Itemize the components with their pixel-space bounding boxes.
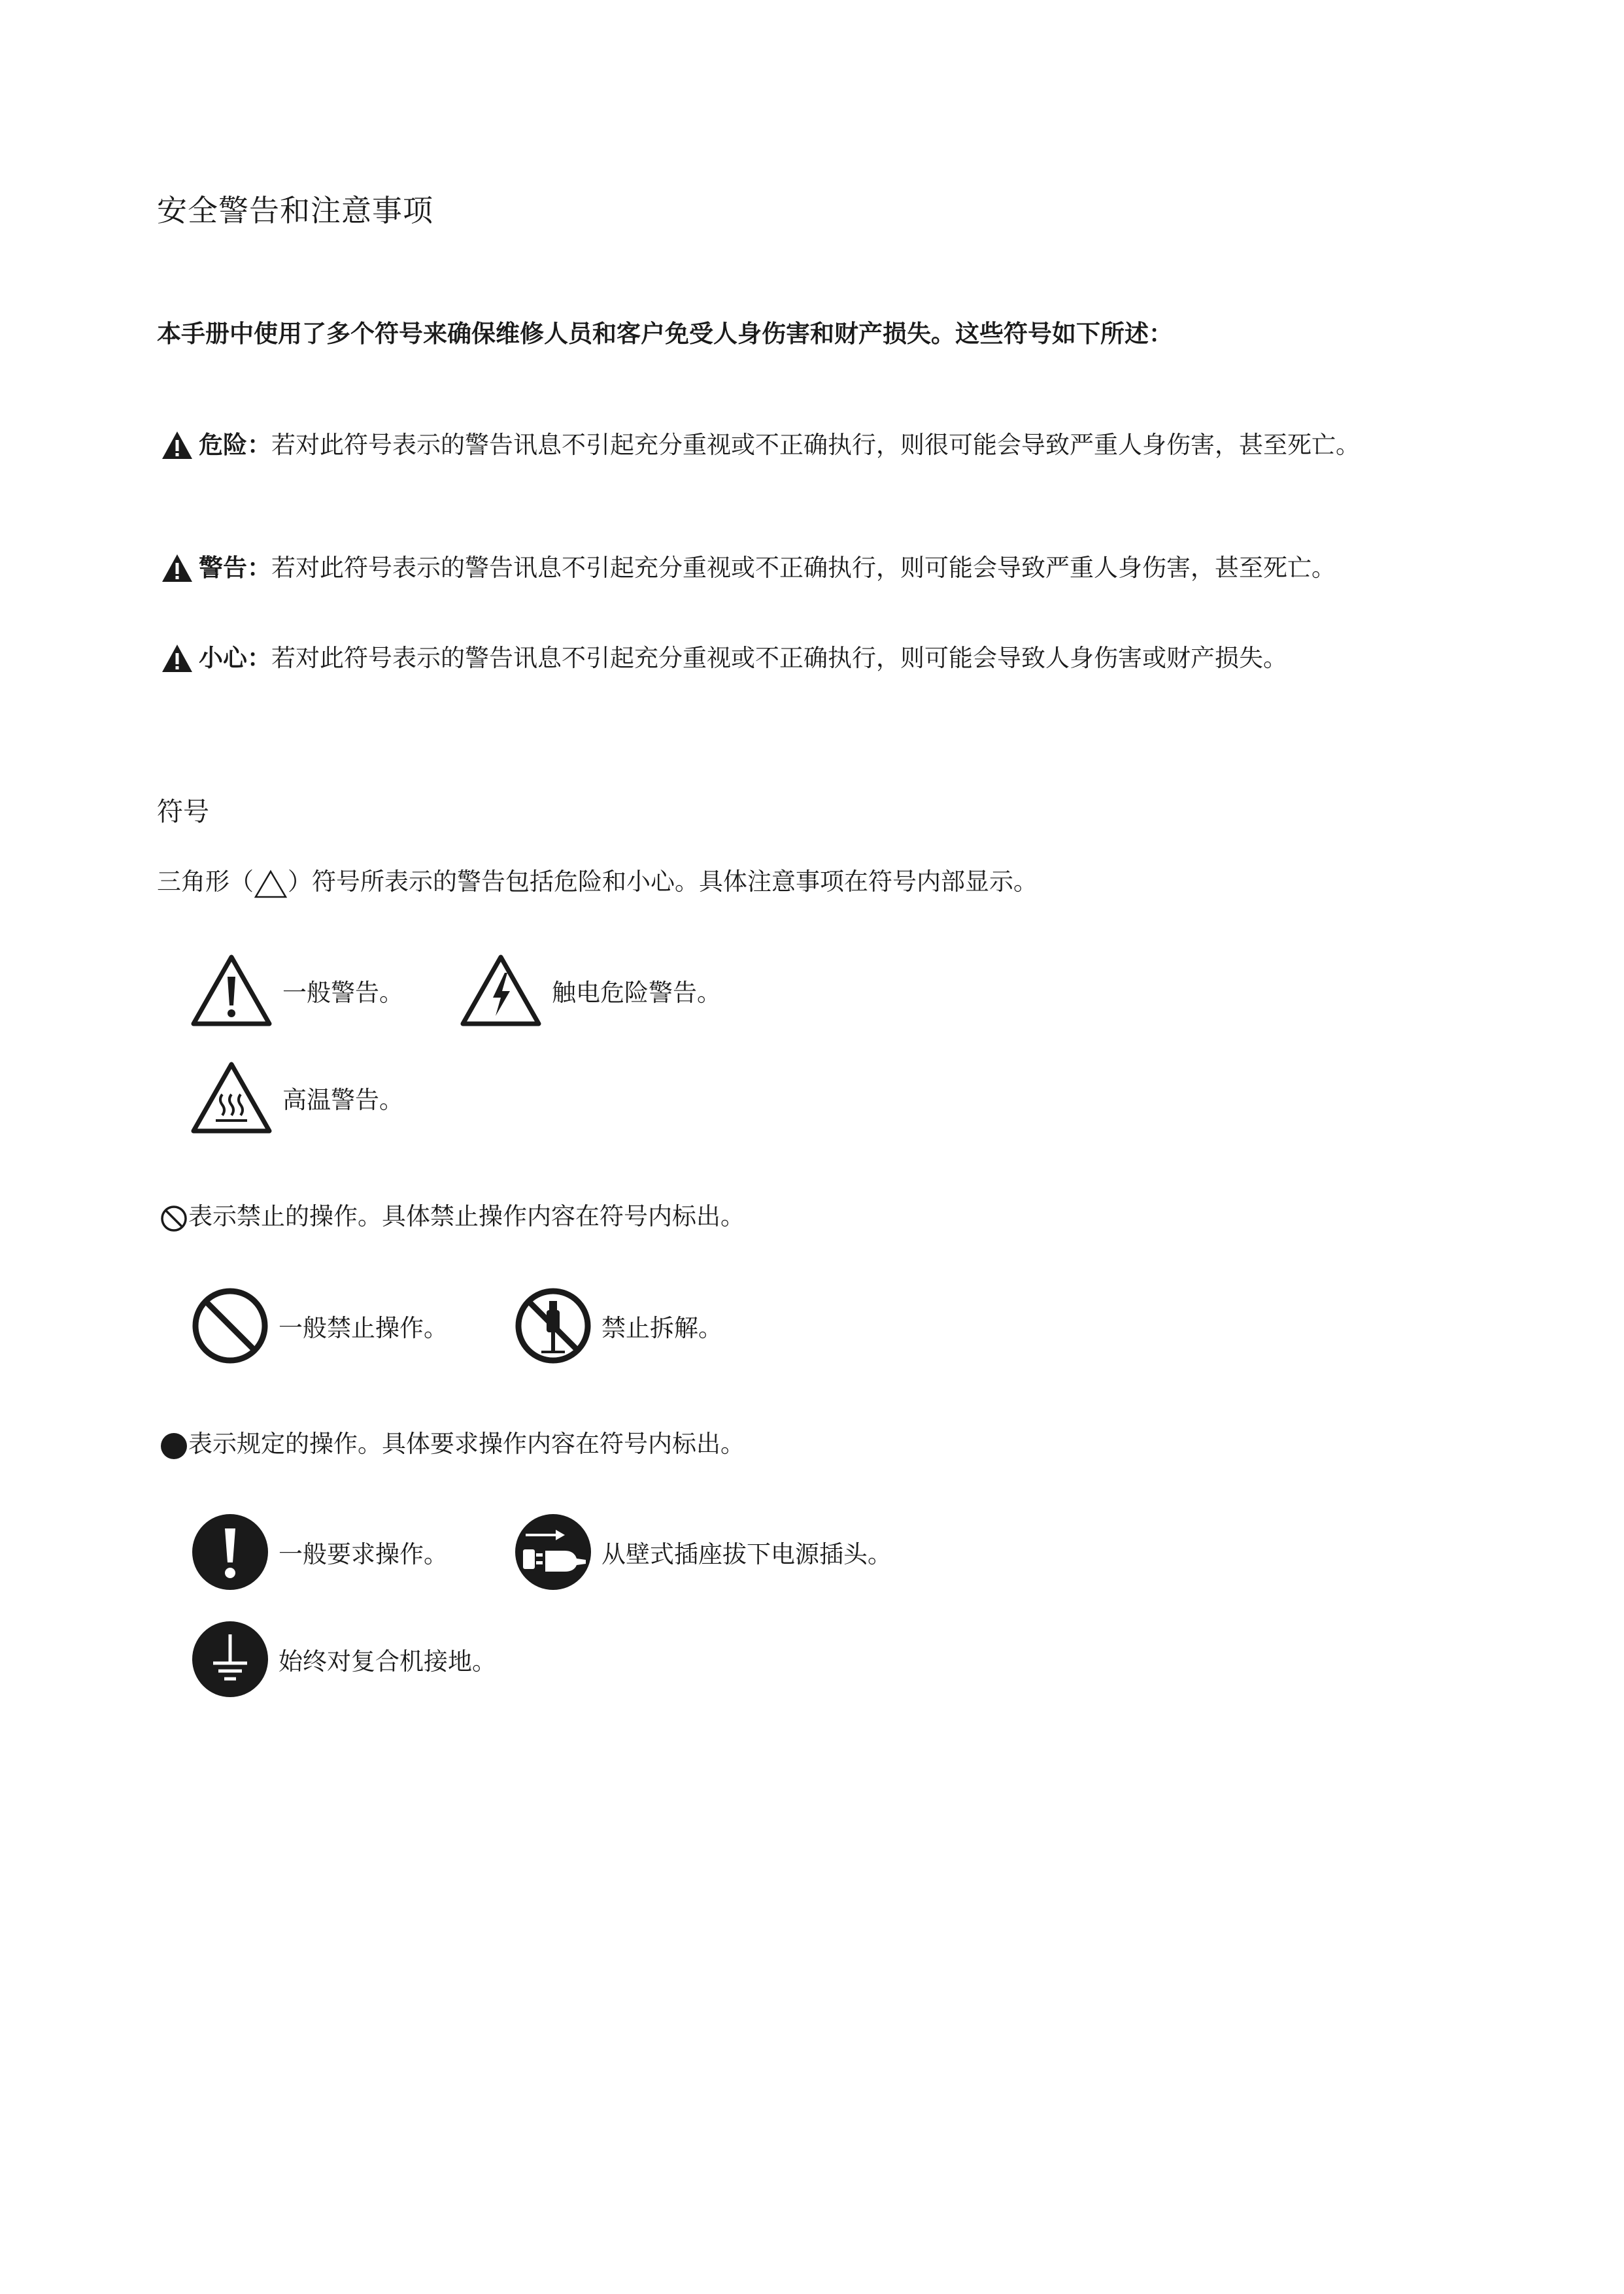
- high-temperature-label: 高温警告。: [282, 1086, 403, 1114]
- warning-text: 若对此符号表示的警告讯息不引起充分重视或不正确执行，则可能会导致严重人身伤害，甚至死亡。: [271, 554, 1336, 582]
- prohibition-icon: [191, 1287, 269, 1365]
- warning-warning: [161, 547, 1468, 590]
- symbols-heading: 符号: [157, 797, 209, 827]
- symbol-general-required: [191, 1513, 448, 1591]
- triangle-intro: [157, 862, 1038, 899]
- caution-label: 小心：: [199, 644, 271, 672]
- intro-text: 本手册中使用了多个符号来确保维修人员和客户免受人身伤害和财产损失。这些符号如下所述：: [157, 320, 1173, 348]
- required-intro: [160, 1424, 745, 1460]
- symbol-ground: [191, 1620, 496, 1698]
- warning-triangle-icon: [161, 553, 194, 583]
- unplug-icon: [514, 1513, 592, 1591]
- prohibition-small-icon: [160, 1204, 188, 1233]
- danger-label: 危险：: [199, 431, 271, 459]
- exclamation-circle-icon: [191, 1513, 269, 1591]
- triangle-intro-before: 三角形（: [157, 868, 254, 896]
- symbol-general-warning: [190, 953, 403, 1028]
- warning-label: 警告：: [199, 554, 271, 582]
- warning-caution: [161, 637, 1468, 680]
- no-disassembly-icon: [514, 1287, 592, 1365]
- electric-shock-icon: [459, 953, 543, 1028]
- ground-label: 始终对复合机接地。: [279, 1647, 496, 1676]
- page-title: 安全警告和注意事项: [157, 193, 433, 228]
- required-intro-text: 表示规定的操作。具体要求操作内容在符号内标出。: [188, 1430, 745, 1458]
- exclamation-triangle-icon: [190, 953, 273, 1028]
- no-disassembly-label: 禁止拆解。: [601, 1314, 722, 1342]
- electric-shock-label: 触电危险警告。: [552, 979, 721, 1007]
- caution-text: 若对此符号表示的警告讯息不引起充分重视或不正确执行，则可能会导致人身伤害或财产损失。: [271, 644, 1287, 672]
- required-action-small-icon: [160, 1432, 188, 1460]
- symbol-unplug: [514, 1513, 892, 1591]
- warning-danger: [161, 424, 1468, 467]
- general-required-label: 一般要求操作。: [279, 1540, 448, 1568]
- warning-triangle-icon: [161, 430, 194, 460]
- warning-triangle-icon: [161, 643, 194, 673]
- danger-text: 若对此符号表示的警告讯息不引起充分重视或不正确执行，则很可能会导致严重人身伤害，甚至死亡。: [271, 431, 1360, 459]
- prohibit-intro: [160, 1196, 745, 1233]
- symbol-electric-shock: [459, 953, 721, 1028]
- symbol-general-prohibition: [191, 1287, 448, 1365]
- general-prohibition-label: 一般禁止操作。: [279, 1314, 448, 1342]
- ground-icon: [191, 1620, 269, 1698]
- symbol-no-disassembly: [514, 1287, 722, 1365]
- prohibit-intro-text: 表示禁止的操作。具体禁止操作内容在符号内标出。: [188, 1202, 745, 1230]
- unplug-label: 从壁式插座拔下电源插头。: [601, 1540, 892, 1568]
- general-warning-label: 一般警告。: [282, 979, 403, 1007]
- triangle-outline-icon: [254, 869, 288, 899]
- high-temperature-icon: [190, 1060, 273, 1135]
- triangle-intro-after: ）符号所表示的警告包括危险和小心。具体注意事项在符号内部显示。: [288, 868, 1038, 896]
- symbol-high-temperature: [190, 1060, 403, 1135]
